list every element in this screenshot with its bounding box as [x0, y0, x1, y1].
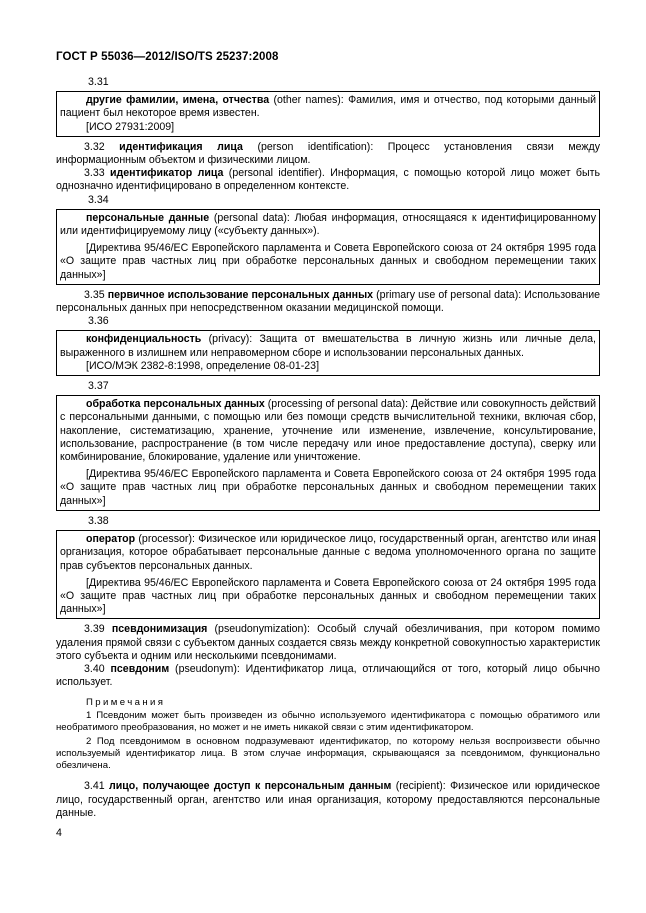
definition-text: (other names): Фамилия, имя и отчество, под которыми данный пациент был некоторое время известен.: [60, 94, 596, 120]
note-1: 1 Псевдоним может быть произведен из обычно используемого идентификатора с помощью обратимого или необратимого преобразования, но может и не иметь никакой связи с этим идентификатором.: [56, 710, 600, 734]
source-reference: [Директива 95/46/ЕС Европейского парламента и Совета Европейского союза от 24 октября 1995 года «О защите прав частных лиц при обработке персональных данных и свободном перемещении таких данных»]: [60, 576, 596, 616]
term-box-3-31: [56, 91, 600, 137]
entry-number: 3.33: [84, 167, 105, 180]
source-reference: [Директива 95/46/ЕС Европейского парламента и Совета Европейского союза от 24 октября 1995 года «О защите прав частных лиц при обработке персональных данных и свободном перемещении таких данных»]: [60, 468, 596, 507]
entry-3-40: [56, 663, 600, 689]
term-box-3-38: [56, 530, 600, 619]
term: псевдонимизация: [111, 623, 208, 636]
entry-number: 3.34: [88, 193, 109, 206]
entry-3-33: [56, 167, 600, 193]
definition-text: (person identification): Процесс установления связи между информационным объектом и физическими лицом.: [56, 140, 600, 167]
source-reference: [Директива 95/46/ЕС Европейского парламента и Совета Европейского союза от 24 октября 1995 года «О защите прав частных лиц при обработке персональных данных и свободном перемещении таких данных»]: [60, 242, 596, 281]
definition-text: (processor): Физическое или юридическое лицо, государственный орган, агентство или иная организация, которое обрабатывает персональные данные с ведома уполномоченного органа по защите прав субъектов персональных данных.: [60, 533, 596, 572]
term: другие фамилии, имена, отчества: [86, 94, 270, 107]
definition-text: (recipient): Физическое или юридическое лицо, государственный орган, агентство или иная организация, которому предоставляются персональные данные.: [56, 780, 601, 819]
definition-text: (pseudonym): Идентификатор лица, отличающийся от того, который лицо обычно использует.: [56, 662, 600, 689]
definition: [60, 333, 596, 359]
definition-text: (privacy): Защита от вмешательства в личную жизнь или личные дела, выраженного в излишнем или неправомерном сборе и использовании персональных данных.: [60, 333, 596, 359]
definition: [60, 212, 596, 238]
term: конфиденциальность: [86, 333, 202, 346]
entry-number: 3.36: [88, 315, 109, 328]
definition-text: (personal data): Любая информация, относящаяся к идентифицированному или идентифицируемому лицу («субъекту данных»).: [60, 211, 596, 238]
definition: [60, 94, 596, 120]
term-box-3-34: [56, 209, 600, 285]
entry-number: 3.41: [84, 780, 105, 793]
term: первичное использование персональных данных: [107, 288, 374, 301]
entry-3-41: [56, 780, 600, 820]
definition-text: (personal identifier). Информация, с помощью которой лицо может быть однозначно идентифицировано в определенном контексте.: [56, 167, 600, 193]
entry-number: 3.37: [88, 380, 109, 393]
term: идентификатор лица: [110, 167, 224, 180]
entry-3-35: [56, 289, 600, 315]
term-box-3-37: [56, 395, 600, 511]
definition: [60, 398, 596, 464]
source-reference: [ИСО 27931:2009]: [86, 120, 175, 133]
entry-number: 3.40: [84, 662, 105, 675]
page-number: 4: [56, 827, 62, 839]
entry-number: 3.32: [84, 140, 105, 153]
term: оператор: [86, 533, 136, 546]
term: персональные данные: [86, 211, 210, 224]
page-content: [56, 76, 600, 820]
entry-number: 3.35: [84, 288, 105, 301]
note-2: 2 Под псевдонимом в основном подразумевают идентификатор, по которому нельзя воспроизвести обычно используемый идентификатор лица. В этом случае информация, скрывающаяся за псевдонимом, функционально обезличена.: [56, 736, 600, 772]
entry-3-39: [56, 623, 600, 663]
notes-heading: Примечания: [86, 697, 166, 709]
definition-text: (processing of personal data): Действие или совокупность действий с персональными данными, с помощью или без помощи средств вычислительной техники, включая сбор, накопление, систематизацию, хранение, уточнение или изменение, извлечение, консультирование, использование, распространение (в том числе передачу или иное предоставление доступа), сверку или комбинирование, блокирование, удаление или уничтожение.: [60, 398, 596, 464]
term: обработка персональных данных: [86, 398, 265, 411]
term: лицо, получающее доступ к персональным данным: [109, 780, 392, 793]
term: псевдоним: [110, 662, 170, 675]
source-reference: [ИСО/МЭК 2382-8:1998, определение 08-01-23]: [86, 359, 320, 372]
entry-number: 3.38: [88, 514, 109, 527]
definition-text: (primary use of personal data): Использование персональных данных при непосредственном оказании медицинской помощи.: [56, 288, 601, 315]
entry-3-32: [56, 141, 600, 167]
document-header: ГОСТ Р 55036—2012/ISO/TS 25237:2008: [56, 51, 279, 63]
definition-text: (pseudonymization): Особый случай обезличивания, при котором помимо удаления прямой связи с субъектом данных создается связь между конкретной совокупностью характеристик этого субъекта и одним или несколькими псевдонимами.: [56, 623, 600, 662]
notes-block: [56, 697, 600, 772]
entry-number: 3.31: [88, 76, 109, 88]
term: идентификация лица: [119, 140, 243, 153]
entry-number: 3.39: [84, 623, 105, 636]
definition: [60, 533, 596, 573]
term-box-3-36: [56, 330, 600, 376]
